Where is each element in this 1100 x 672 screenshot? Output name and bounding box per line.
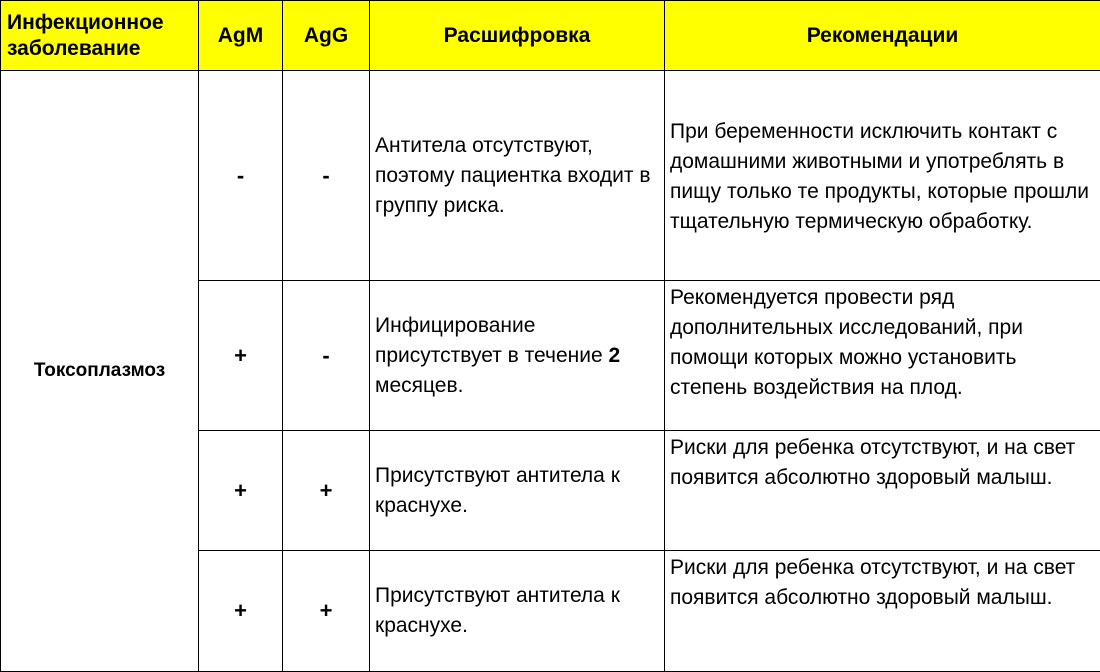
recommendation-cell: При беременности исключить контакт с домашними животными и употреблять в пищу только те продукты, которые прошли тщательную термическую обработку. <box>665 71 1100 281</box>
recommendation-cell: Рекомендуется провести ряд дополнительных исследований, при помощи которых можно установить степень воздействия на плод. <box>665 281 1100 431</box>
table-header <box>1 1 1100 71</box>
header-agg: AgG <box>283 1 370 71</box>
decoding-text-before: Инфицирование присутствует в течение <box>375 314 609 367</box>
agg-cell: - <box>283 71 370 281</box>
decoding-number: 2 <box>609 344 621 367</box>
agg-cell: - <box>283 281 370 431</box>
header-disease: Инфекционное заболевание <box>1 1 199 71</box>
header-decoding: Расшифровка <box>370 1 665 71</box>
agm-cell: + <box>199 431 283 551</box>
agm-cell: - <box>199 71 283 281</box>
recommendation-cell: Риски для ребенка отсутствуют, и на свет появится абсолютно здоровый малыш. <box>665 551 1100 672</box>
header-recommendations: Рекомендации <box>665 1 1100 71</box>
header-agm: AgM <box>199 1 283 71</box>
decoding-cell: Присутствуют антитела к краснухе. <box>370 551 665 672</box>
decoding-cell <box>370 281 665 431</box>
table-body <box>1 71 1100 672</box>
agg-cell: + <box>283 431 370 551</box>
agm-cell: + <box>199 551 283 672</box>
table-row <box>1 71 1100 281</box>
decoding-cell: Присутствуют антитела к краснухе. <box>370 431 665 551</box>
header-row <box>1 1 1100 71</box>
agg-cell: + <box>283 551 370 672</box>
agm-cell: + <box>199 281 283 431</box>
decoding-cell: Антитела отсутствуют, поэтому пациентка входит в группу риска. <box>370 71 665 281</box>
decoding-text-after: месяцев. <box>375 374 463 397</box>
recommendation-cell: Риски для ребенка отсутствуют, и на свет появится абсолютно здоровый малыш. <box>665 431 1100 551</box>
disease-name-cell: Токсоплазмоз <box>1 71 199 672</box>
